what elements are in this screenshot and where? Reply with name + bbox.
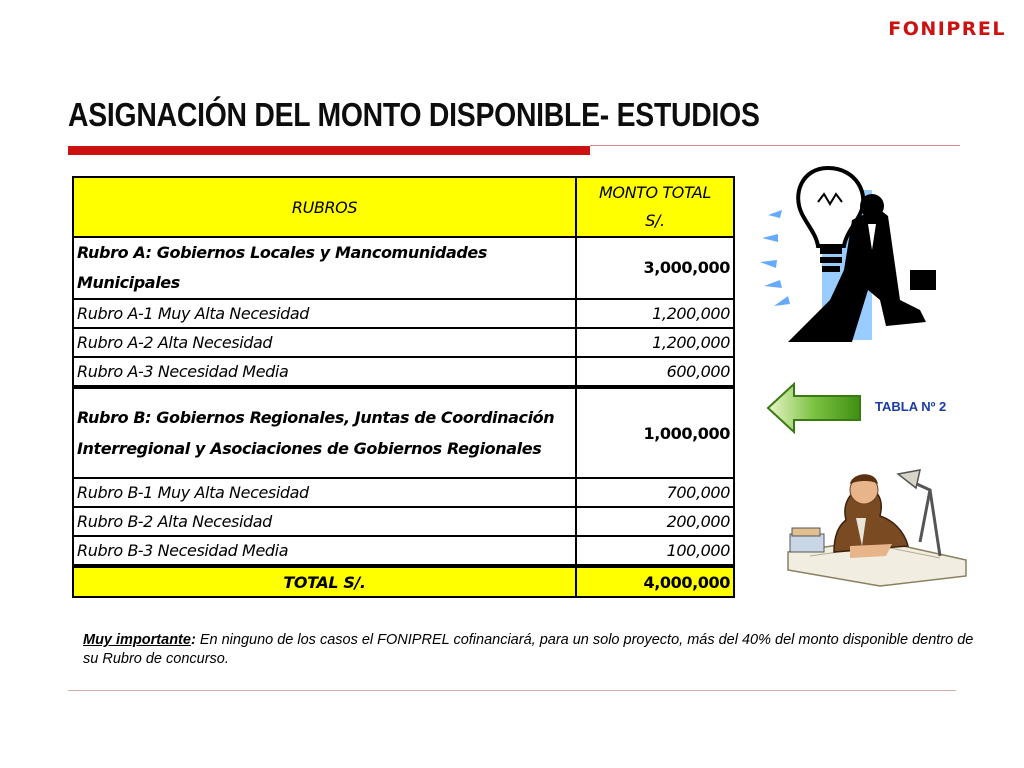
row-amount: 1,000,000	[576, 387, 734, 478]
header-rubros: RUBROS	[73, 177, 576, 237]
note-text: En ninguno de los casos el FONIPREL cofinanciará, para un solo proyecto, más del 40% del monto disponible dentro de su Rubro de concurso.	[83, 632, 974, 667]
total-label: TOTAL S/.	[73, 566, 576, 597]
note-lead: Muy importante	[83, 632, 191, 648]
row-amount: 200,000	[576, 507, 734, 536]
allocation-table-container	[72, 176, 735, 598]
row-label: Rubro B-3 Necesidad Media	[73, 536, 576, 566]
row-amount: 100,000	[576, 536, 734, 566]
row-amount: 3,000,000	[576, 237, 734, 299]
header-monto-line2: S/.	[645, 211, 665, 230]
table-row	[73, 357, 734, 387]
row-label: Rubro A-2 Alta Necesidad	[73, 328, 576, 357]
table-total-row	[73, 566, 734, 597]
table-row	[73, 299, 734, 328]
left-arrow-icon	[766, 382, 862, 434]
important-note	[83, 631, 978, 669]
architect-at-desk-icon	[780, 460, 970, 590]
row-amount: 700,000	[576, 478, 734, 507]
title-underline-bar	[68, 146, 590, 155]
table-row	[73, 478, 734, 507]
table-row	[73, 536, 734, 566]
table-row	[73, 507, 734, 536]
table-header-row	[73, 177, 734, 237]
title-underline-rule	[590, 145, 960, 146]
table-row	[73, 328, 734, 357]
tabla-number-label: TABLA Nº 2	[875, 399, 947, 414]
row-label: Rubro B: Gobiernos Regionales, Juntas de Coordinación Interregional y Asociaciones de Gobiernos Regionales	[73, 387, 576, 478]
table-row-rubro-b	[73, 387, 734, 478]
row-label: Rubro A-3 Necesidad Media	[73, 357, 576, 387]
header-monto	[576, 177, 734, 237]
bottom-divider	[68, 690, 956, 691]
row-label: Rubro A-1 Muy Alta Necesidad	[73, 299, 576, 328]
row-amount: 1,200,000	[576, 299, 734, 328]
brand-logo: FONIPREL	[888, 18, 1006, 40]
row-amount: 1,200,000	[576, 328, 734, 357]
allocation-table	[72, 176, 735, 598]
row-label: Rubro B-2 Alta Necesidad	[73, 507, 576, 536]
row-label: Rubro A: Gobiernos Locales y Mancomunidades Municipales	[73, 237, 576, 299]
row-label: Rubro B-1 Muy Alta Necesidad	[73, 478, 576, 507]
header-monto-line1: MONTO TOTAL	[599, 183, 711, 202]
note-colon: :	[190, 632, 196, 648]
table-row-rubro-a	[73, 237, 734, 299]
page-title: ASIGNACIÓN DEL MONTO DISPONIBLE- ESTUDIOS	[68, 96, 760, 133]
total-amount: 4,000,000	[576, 566, 734, 597]
lightbulb-businessman-icon	[760, 160, 950, 350]
row-amount: 600,000	[576, 357, 734, 387]
